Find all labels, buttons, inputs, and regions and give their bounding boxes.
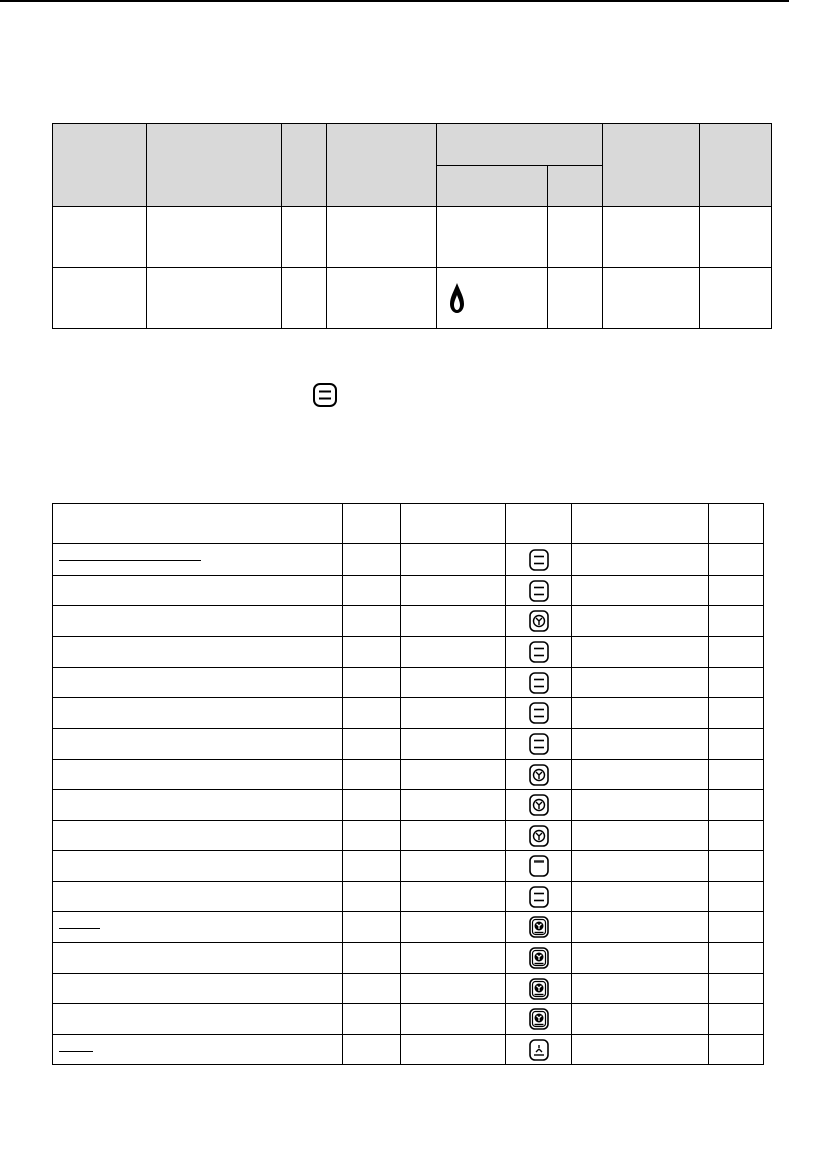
table-cell bbox=[506, 821, 572, 851]
heading-underline bbox=[59, 1051, 93, 1052]
table-row bbox=[53, 544, 764, 576]
table-cell bbox=[506, 698, 572, 729]
table-cell bbox=[53, 882, 343, 912]
table-cell bbox=[572, 974, 709, 1004]
table-cell bbox=[401, 544, 506, 576]
table-cell bbox=[506, 544, 572, 576]
table-cell bbox=[506, 974, 572, 1004]
table-cell bbox=[506, 760, 572, 790]
table-row bbox=[53, 1004, 764, 1035]
table-cell bbox=[401, 1035, 506, 1065]
cooking-table-bottom bbox=[52, 503, 764, 1065]
table-row bbox=[53, 790, 764, 821]
table-cell bbox=[343, 851, 401, 882]
table-cell bbox=[53, 821, 343, 851]
table-cell bbox=[53, 576, 343, 606]
table-cell bbox=[53, 729, 343, 760]
table-cell bbox=[343, 974, 401, 1004]
table-cell bbox=[506, 606, 572, 637]
table-cell bbox=[53, 912, 343, 943]
table-cell bbox=[401, 821, 506, 851]
table-row bbox=[53, 851, 764, 882]
table-cell bbox=[53, 790, 343, 821]
table-cell bbox=[572, 637, 709, 668]
table-cell bbox=[401, 668, 506, 698]
table-cell bbox=[401, 974, 506, 1004]
conventional-heat-icon bbox=[528, 579, 550, 603]
conventional-heat-icon bbox=[528, 640, 550, 664]
table-row bbox=[53, 912, 764, 943]
table-cell bbox=[53, 637, 343, 668]
table-row bbox=[53, 606, 764, 637]
fan-heat-icon bbox=[528, 609, 550, 633]
conventional-heat-icon bbox=[528, 701, 550, 725]
table-cell bbox=[506, 637, 572, 668]
table-cell bbox=[343, 760, 401, 790]
table-row bbox=[53, 698, 764, 729]
table-cell bbox=[709, 606, 764, 637]
conventional-heat-icon bbox=[528, 548, 550, 572]
table-cell bbox=[572, 790, 709, 821]
table-cell bbox=[401, 851, 506, 882]
table-cell bbox=[572, 1035, 709, 1065]
table-cell bbox=[53, 851, 343, 882]
table-cell bbox=[401, 943, 506, 974]
table-cell bbox=[709, 912, 764, 943]
table-cell bbox=[506, 882, 572, 912]
table-cell bbox=[53, 974, 343, 1004]
table-row bbox=[53, 576, 764, 606]
table-cell bbox=[343, 698, 401, 729]
table-cell bbox=[401, 606, 506, 637]
table-cell bbox=[709, 821, 764, 851]
table-cell bbox=[709, 544, 764, 576]
table-cell bbox=[343, 821, 401, 851]
cooking-table-top bbox=[52, 123, 772, 329]
table-cell bbox=[572, 851, 709, 882]
fan-heat-icon bbox=[528, 793, 550, 817]
table-row bbox=[53, 729, 764, 760]
table-cell bbox=[709, 943, 764, 974]
table-row bbox=[53, 974, 764, 1004]
table-cell bbox=[343, 606, 401, 637]
table-cell bbox=[709, 1004, 764, 1035]
table-cell bbox=[572, 544, 709, 576]
table-cell bbox=[343, 943, 401, 974]
sub-header-cell bbox=[437, 166, 548, 207]
table-cell bbox=[343, 1035, 401, 1065]
table-cell bbox=[709, 668, 764, 698]
table-cell bbox=[401, 760, 506, 790]
table-cell bbox=[506, 668, 572, 698]
table-cell bbox=[401, 790, 506, 821]
table-row bbox=[53, 821, 764, 851]
table-cell bbox=[709, 851, 764, 882]
header-cell bbox=[700, 124, 772, 207]
table-cell bbox=[53, 1004, 343, 1035]
table-cell bbox=[709, 882, 764, 912]
conventional-heat-icon bbox=[528, 671, 550, 695]
fan-heat-icon bbox=[528, 763, 550, 787]
table-cell bbox=[401, 698, 506, 729]
table-cell bbox=[343, 544, 401, 576]
table-row bbox=[53, 943, 764, 974]
conventional-heat-icon bbox=[528, 885, 550, 909]
table-cell bbox=[506, 912, 572, 943]
table-cell bbox=[572, 760, 709, 790]
heading-underline bbox=[59, 560, 201, 561]
table-cell bbox=[343, 882, 401, 912]
table-header-row bbox=[53, 504, 764, 544]
table-cell bbox=[709, 760, 764, 790]
table-cell bbox=[343, 637, 401, 668]
table-cell bbox=[343, 912, 401, 943]
table-cell bbox=[343, 576, 401, 606]
table-row bbox=[53, 637, 764, 668]
conventional-heat-icon bbox=[528, 732, 550, 756]
table-row bbox=[53, 207, 772, 268]
table-cell bbox=[53, 606, 343, 637]
table-cell bbox=[572, 882, 709, 912]
fan-grill-icon bbox=[528, 1007, 550, 1031]
table-cell bbox=[709, 729, 764, 760]
table-cell bbox=[709, 790, 764, 821]
header-cell bbox=[147, 124, 282, 207]
defrost-icon bbox=[528, 1038, 550, 1062]
table-cell bbox=[343, 668, 401, 698]
table-cell bbox=[709, 698, 764, 729]
table-row bbox=[53, 760, 764, 790]
table-cell bbox=[572, 821, 709, 851]
table-cell bbox=[401, 729, 506, 760]
table-cell bbox=[572, 1004, 709, 1035]
table-cell bbox=[572, 912, 709, 943]
table-cell bbox=[709, 576, 764, 606]
gas-flame-icon bbox=[445, 281, 469, 315]
table-cell bbox=[53, 668, 343, 698]
table-cell bbox=[343, 729, 401, 760]
header-cell bbox=[603, 124, 700, 207]
table-cell bbox=[572, 698, 709, 729]
table-cell bbox=[506, 943, 572, 974]
sub-header-cell bbox=[548, 166, 603, 207]
table-row bbox=[53, 1035, 764, 1065]
table-cell bbox=[401, 637, 506, 668]
table-cell bbox=[53, 760, 343, 790]
header-cell bbox=[53, 124, 147, 207]
table-cell bbox=[506, 729, 572, 760]
table-cell bbox=[401, 912, 506, 943]
table-cell bbox=[401, 576, 506, 606]
table-cell bbox=[709, 1035, 764, 1065]
table-cell bbox=[572, 576, 709, 606]
table-row bbox=[53, 668, 764, 698]
header-cell bbox=[327, 124, 437, 207]
conventional-heat-icon bbox=[312, 382, 338, 408]
top-rule bbox=[0, 0, 789, 2]
fan-grill-icon bbox=[528, 946, 550, 970]
table-cell bbox=[343, 1004, 401, 1035]
table-cell bbox=[506, 790, 572, 821]
table-cell bbox=[53, 698, 343, 729]
table-cell bbox=[572, 729, 709, 760]
header-group-cell bbox=[437, 124, 603, 166]
fan-heat-icon bbox=[528, 824, 550, 848]
table-cell bbox=[506, 1004, 572, 1035]
table-cell bbox=[53, 1035, 343, 1065]
table-cell bbox=[572, 943, 709, 974]
table-cell bbox=[401, 882, 506, 912]
fan-grill-icon bbox=[528, 915, 550, 939]
table-cell bbox=[709, 637, 764, 668]
table-cell bbox=[506, 851, 572, 882]
table-cell bbox=[572, 668, 709, 698]
table-cell bbox=[506, 1035, 572, 1065]
table-cell bbox=[53, 544, 343, 576]
grill-icon bbox=[528, 854, 550, 878]
fan-grill-icon bbox=[528, 977, 550, 1001]
table-cell bbox=[506, 576, 572, 606]
heading-underline bbox=[59, 928, 100, 929]
table-cell bbox=[709, 974, 764, 1004]
table-cell bbox=[53, 943, 343, 974]
header-cell bbox=[282, 124, 327, 207]
table-cell bbox=[572, 606, 709, 637]
table-row bbox=[53, 882, 764, 912]
table-row bbox=[53, 268, 772, 329]
table-cell bbox=[343, 790, 401, 821]
table-cell bbox=[401, 1004, 506, 1035]
gas-cell bbox=[437, 268, 548, 329]
